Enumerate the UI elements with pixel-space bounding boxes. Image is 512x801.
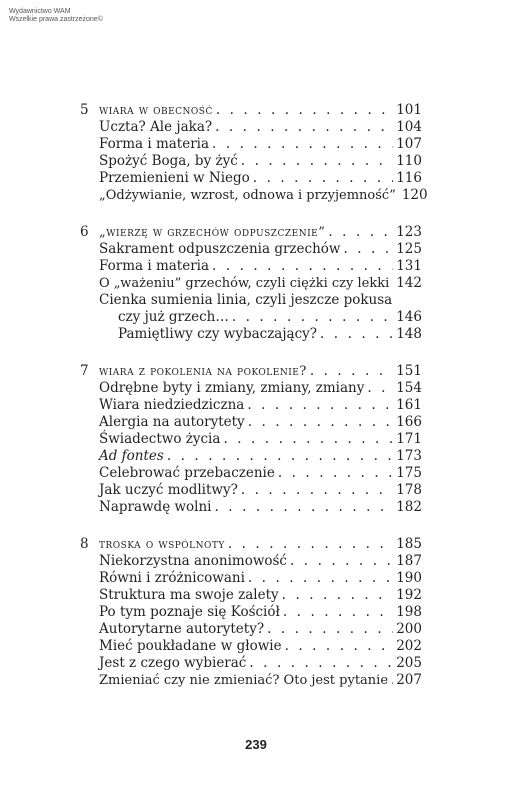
page-number: 207 xyxy=(396,672,422,688)
entry-title: Mieć poukładane w głowie xyxy=(99,638,282,654)
page-number: 116 xyxy=(396,170,422,186)
toc-entry[interactable] xyxy=(80,448,422,465)
leader-dots xyxy=(367,380,393,397)
page-number: 120 xyxy=(401,187,428,203)
leader-dots xyxy=(328,224,393,241)
leader-dots xyxy=(241,153,393,170)
entry-title: Równi i zróżnicowani xyxy=(99,570,245,586)
toc-entry[interactable] xyxy=(80,326,422,343)
chapter-title: „wierzę w grzechów odpuszczenie” xyxy=(99,225,326,240)
leader-dots xyxy=(248,570,393,587)
leader-dots xyxy=(215,119,393,136)
page-number: 187 xyxy=(396,553,422,569)
page-number: 198 xyxy=(396,604,422,620)
chapter-heading-row[interactable] xyxy=(80,224,422,241)
toc-entry[interactable] xyxy=(80,431,422,448)
toc-entry[interactable] xyxy=(80,621,422,638)
page-number: 171 xyxy=(396,431,422,447)
chapter-title: wiara z pokolenia na pokolenie? xyxy=(99,364,307,379)
toc-entry[interactable] xyxy=(80,170,422,187)
page-number: 110 xyxy=(396,153,422,169)
entry-title: Forma i materia xyxy=(99,258,210,274)
page-number: 190 xyxy=(396,570,422,586)
toc-entry[interactable] xyxy=(80,397,422,414)
chapter-title: troska o wspólnoty xyxy=(99,537,225,552)
leader-dots xyxy=(282,587,394,604)
toc-entry[interactable] xyxy=(80,570,422,587)
page-number: 125 xyxy=(396,241,422,257)
entry-title: Świadectwo życia xyxy=(99,431,221,447)
toc-entry[interactable] xyxy=(80,587,422,604)
chapter-heading-row[interactable] xyxy=(80,536,422,553)
entry-title: Wiara niedziedziczna xyxy=(99,397,245,413)
page-number: 173 xyxy=(396,448,422,464)
leader-dots xyxy=(241,482,393,499)
toc-entry[interactable] xyxy=(80,638,422,655)
entry-title: Celebrować przebaczenie xyxy=(99,465,275,481)
page-number: 107 xyxy=(396,136,422,152)
toc-entry[interactable] xyxy=(80,482,422,499)
toc-entry[interactable] xyxy=(80,672,422,689)
page-number: 205 xyxy=(396,655,422,671)
leader-dots xyxy=(310,363,393,380)
toc-entry[interactable] xyxy=(80,655,422,672)
chapter-title: wiara w obecność xyxy=(99,103,213,118)
leader-dots xyxy=(267,621,393,638)
entry-title: Naprawdę wolni xyxy=(99,499,212,515)
leader-dots xyxy=(228,536,393,553)
page-number: 142 xyxy=(396,275,422,291)
leader-dots xyxy=(212,258,393,275)
page-number: 185 xyxy=(396,536,422,552)
leader-dots xyxy=(285,638,394,655)
chapter-6 xyxy=(80,224,422,343)
toc-entry[interactable] xyxy=(80,553,422,570)
page-number: 151 xyxy=(396,363,422,379)
leader-dots xyxy=(283,604,393,621)
entry-title: Struktura ma swoje zalety xyxy=(99,587,279,603)
page-number: 200 xyxy=(396,621,422,637)
entry-title: Zmieniać czy nie zmieniać? Oto jest pytanie xyxy=(99,673,389,688)
entry-title: Niekorzystna anonimowość xyxy=(99,553,287,569)
toc-entry[interactable] xyxy=(80,275,422,292)
toc-entry[interactable] xyxy=(80,241,422,258)
leader-dots xyxy=(392,275,393,292)
entry-title: Forma i materia xyxy=(99,136,210,152)
entry-title: „Odżywianie, wzrost, odnowa i przyjemność” xyxy=(99,188,396,203)
toc-entry[interactable] xyxy=(80,136,422,153)
publisher-header xyxy=(9,8,103,24)
leader-dots xyxy=(223,431,393,448)
chapter-8 xyxy=(80,536,422,689)
toc-entry[interactable] xyxy=(80,465,422,482)
entry-title: Przemienieni w Niego xyxy=(99,170,250,186)
entry-title: Alergia na autorytety xyxy=(99,414,245,430)
page-number: 131 xyxy=(396,258,422,274)
entry-title: Sakrament odpuszczenia grzechów xyxy=(99,241,341,257)
entry-title: Uczta? Ale jaka? xyxy=(99,119,213,135)
entry-title: Jest z czego wybierać xyxy=(99,655,247,671)
page-number: 202 xyxy=(396,638,422,654)
chapter-heading-row[interactable] xyxy=(80,363,422,380)
page-number: 192 xyxy=(396,587,422,603)
chapter-5 xyxy=(80,102,428,204)
page-number: 148 xyxy=(396,326,422,342)
toc-entry[interactable] xyxy=(80,153,422,170)
toc-entry[interactable] xyxy=(80,499,422,516)
chapter-number: 7 xyxy=(80,363,89,379)
leader-dots xyxy=(343,241,393,258)
entry-title: Po tym poznaje się Kościół xyxy=(99,604,280,620)
page-number: 175 xyxy=(396,465,422,481)
toc-entry[interactable] xyxy=(80,604,422,621)
leader-dots xyxy=(278,465,393,482)
entry-title: Jak uczyć modlitwy? xyxy=(99,482,238,498)
leader-dots xyxy=(215,499,394,516)
toc-entry-continuation[interactable] xyxy=(80,309,422,326)
chapter-heading-row[interactable] xyxy=(80,102,422,119)
entry-title: Odrębne byty i zmiany, zmiany, zmiany xyxy=(99,380,365,396)
entry-title: Autorytarne autorytety? xyxy=(99,621,265,637)
leader-dots xyxy=(391,672,393,689)
leader-dots xyxy=(232,309,393,326)
chapter-number: 8 xyxy=(80,536,89,552)
leader-dots xyxy=(212,136,393,153)
leader-dots xyxy=(290,553,393,570)
entry-title-continuation: czy już grzech… xyxy=(118,309,229,325)
page-footer-number: 239 xyxy=(245,737,267,752)
entry-title: Cienka sumienia linia, czyli jeszcze pokusa xyxy=(99,292,393,308)
leader-dots xyxy=(167,448,393,465)
toc-entry[interactable] xyxy=(80,187,428,204)
toc-entry[interactable] xyxy=(80,380,422,397)
leader-dots xyxy=(216,102,393,119)
chapter-7 xyxy=(80,363,422,516)
chapter-number: 5 xyxy=(80,102,89,118)
page-number: 146 xyxy=(396,309,422,325)
page-number: 166 xyxy=(396,414,422,430)
leader-dots xyxy=(253,170,393,187)
chapter-number: 6 xyxy=(80,224,89,240)
page-number: 104 xyxy=(396,119,422,135)
leader-dots xyxy=(320,326,393,343)
leader-dots xyxy=(248,414,394,431)
entry-title: O „ważeniu” grzechów, czyli ciężki czy lekki xyxy=(99,276,390,291)
copyright-notice: Wszelkie prawa zastrzeżone© xyxy=(9,16,103,23)
toc-entry-first-line[interactable] xyxy=(80,292,422,309)
page-number: 101 xyxy=(396,102,422,118)
table-of-contents xyxy=(80,102,428,709)
entry-title: Ad fontes xyxy=(99,448,164,464)
toc-entry[interactable] xyxy=(80,258,422,275)
page-number: 182 xyxy=(396,499,422,515)
publisher-name: Wydawnictwo WAM xyxy=(9,8,71,15)
page-number: 123 xyxy=(396,224,422,240)
page-number: 161 xyxy=(396,397,422,413)
leader-dots xyxy=(249,655,393,672)
page-number: 154 xyxy=(396,380,422,396)
page-number: 178 xyxy=(396,482,422,498)
entry-title: Spożyć Boga, by żyć xyxy=(99,153,238,169)
toc-entry[interactable] xyxy=(80,119,422,136)
toc-entry[interactable] xyxy=(80,414,422,431)
leader-dots xyxy=(247,397,393,414)
entry-title: Pamiętliwy czy wybaczający? xyxy=(118,326,318,342)
